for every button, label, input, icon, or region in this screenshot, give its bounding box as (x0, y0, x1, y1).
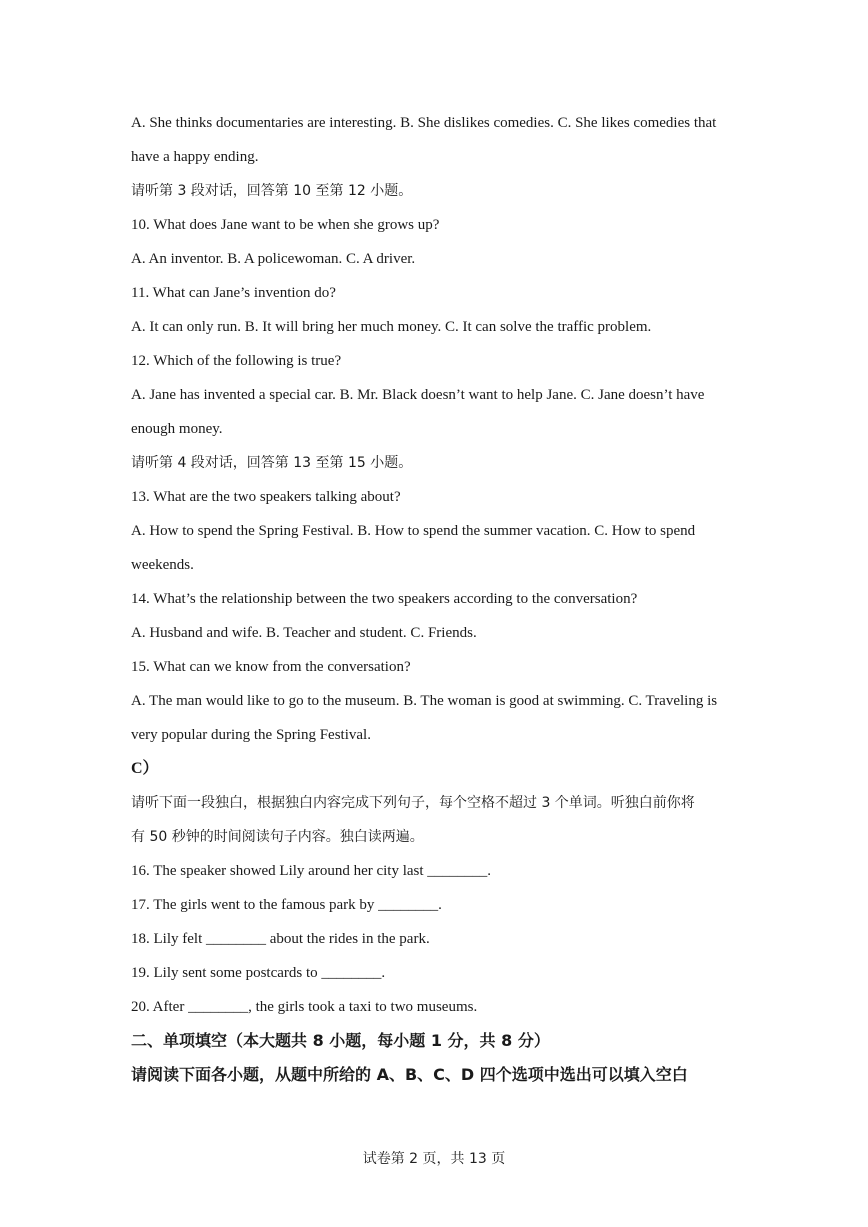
text-line: A. Husband and wife. B. Teacher and student. C. Friends. (131, 625, 477, 641)
text-line: A. She thinks documentaries are interesting. B. She dislikes comedies. C. She likes comedies that (131, 115, 717, 131)
text-line: 14. What’s the relationship between the two speakers according to the conversation? (131, 591, 638, 607)
text-line: 有 50 秒钟的时间阅读句子内容。独白读两遍。 (131, 829, 424, 845)
text-line: A. How to spend the Spring Festival. B. How to spend the summer vacation. C. How to spend (131, 523, 696, 539)
text-line: 请阅读下面各小题，从题中所给的 A、B、C、D 四个选项中选出可以填入空白 (131, 1065, 688, 1084)
exam-page-body (131, 106, 741, 1092)
text-line: enough money. (131, 421, 223, 437)
text-line: 请听第 3 段对话，回答第 10 至第 12 小题。 (131, 183, 413, 199)
text-line: A. The man would like to go to the museum. B. The woman is good at swimming. C. Traveling is (131, 693, 718, 709)
text-line: very popular during the Spring Festival. (131, 727, 371, 743)
text-line: C） (131, 760, 159, 777)
text-line: have a happy ending. (131, 149, 259, 165)
text-line: 18. Lily felt ________ about the rides in the park. (131, 931, 430, 947)
page-footer: 试卷第 2 页，共 13 页 (362, 1151, 506, 1167)
text-line: 15. What can we know from the conversation? (131, 659, 411, 675)
text-line: weekends. (131, 557, 194, 573)
text-line: 13. What are the two speakers talking about? (131, 489, 401, 505)
text-line: 19. Lily sent some postcards to ________. (131, 965, 386, 981)
text-line: 12. Which of the following is true? (131, 353, 342, 369)
text-line: 20. After ________, the girls took a taxi to two museums. (131, 999, 478, 1015)
text-line: 17. The girls went to the famous park by ________. (131, 897, 442, 913)
text-line: 二、单项填空（本大题共 8 小题，每小题 1 分，共 8 分） (131, 1031, 550, 1050)
text-line: A. Jane has invented a special car. B. Mr. Black doesn’t want to help Jane. C. Jane doesn’t have (131, 387, 705, 403)
text-line: A. It can only run. B. It will bring her much money. C. It can solve the traffic problem. (131, 319, 652, 335)
text-line: A. An inventor. B. A policewoman. C. A driver. (131, 251, 416, 267)
text-line: 10. What does Jane want to be when she grows up? (131, 217, 440, 233)
text-line: 请听第 4 段对话，回答第 13 至第 15 小题。 (131, 455, 413, 471)
text-line: 11. What can Jane’s invention do? (131, 285, 336, 301)
text-line: 请听下面一段独白，根据独白内容完成下列句子，每个空格不超过 3 个单词。听独白前你将 (131, 795, 695, 811)
text-line: 16. The speaker showed Lily around her city last ________. (131, 863, 492, 879)
